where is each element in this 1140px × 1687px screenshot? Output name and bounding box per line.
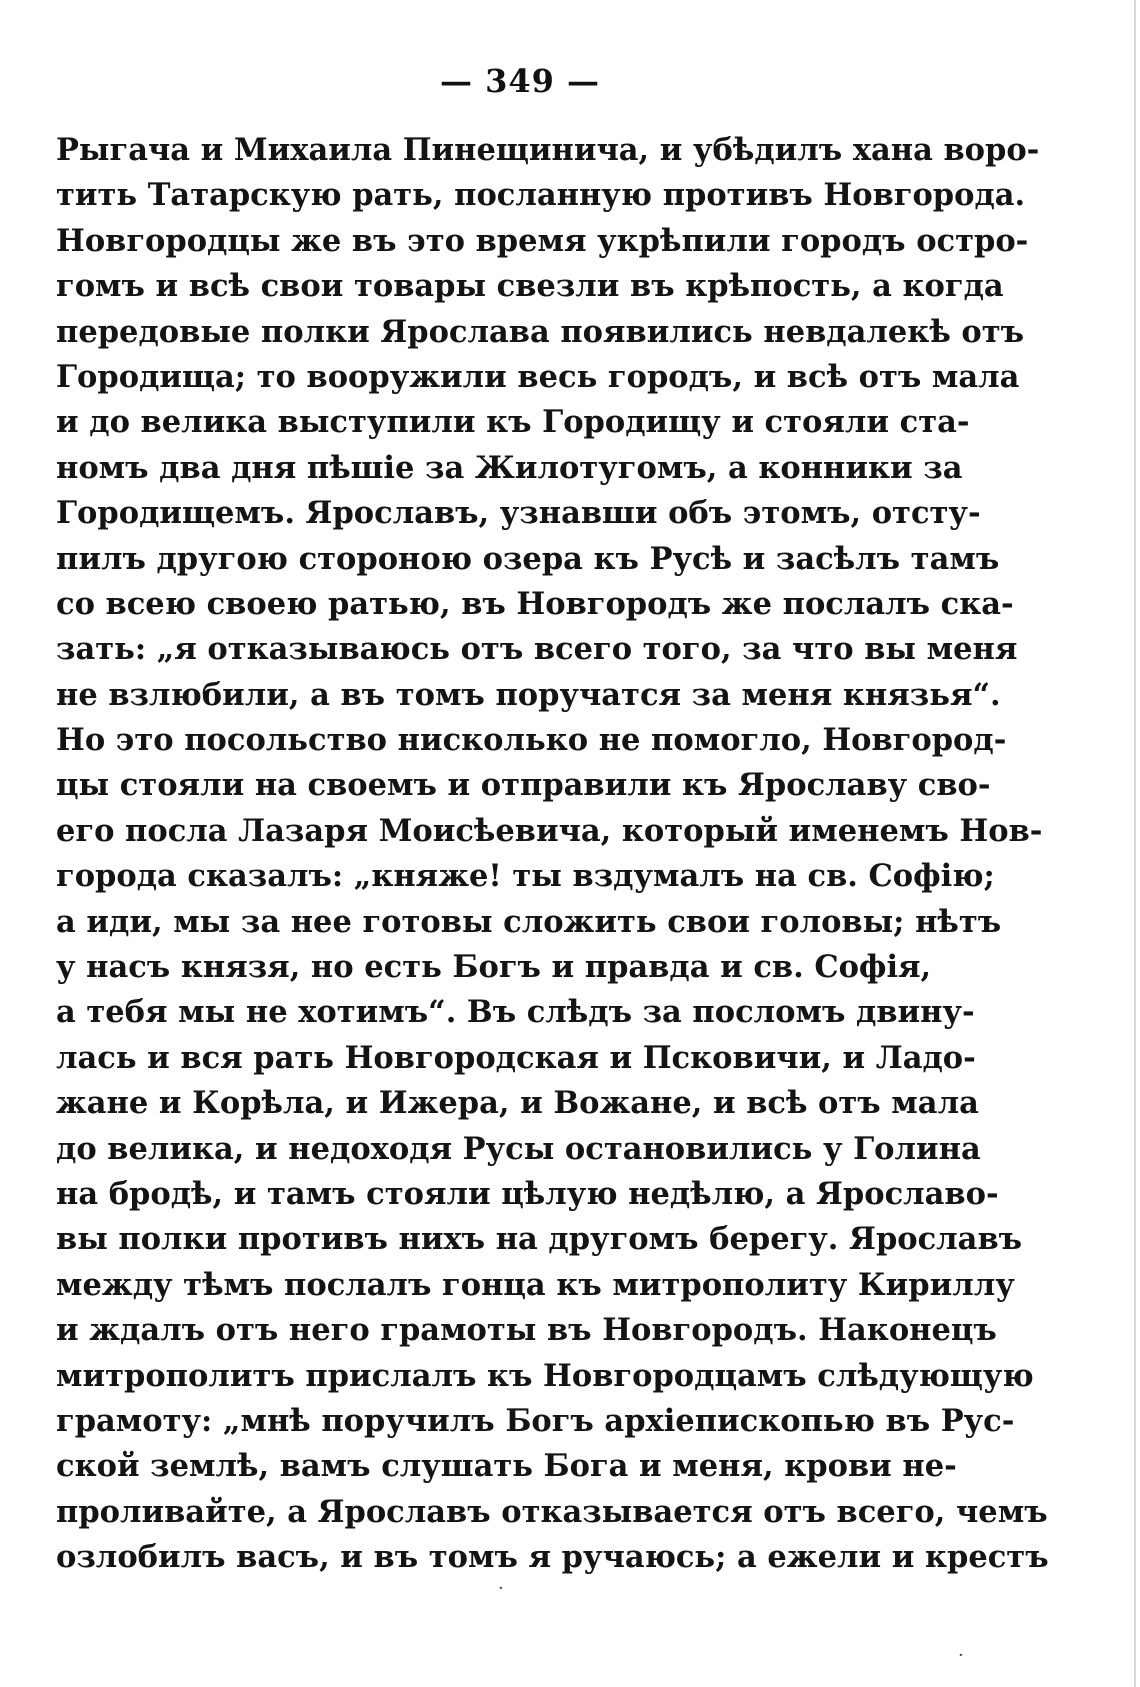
text-line: тить Татарскую рать, посланную противъ Новгорода. <box>56 177 1026 214</box>
text-line: Новгородцы же въ это время укрѣпили городъ остро- <box>56 222 1029 259</box>
page-number: — 349 — <box>439 62 601 100</box>
text-line: Рыгача и Михаила Пинещинича, и убѣдилъ хана воро- <box>56 132 1040 168</box>
text-line: озлобилъ васъ, и въ томъ я ручаюсь; а ежели и крестъ <box>56 1539 1049 1576</box>
text-line: и ждалъ отъ него грамоты въ Новгородъ. Наконецъ <box>56 1312 997 1349</box>
text-line: жане и Корѣла, и Ижера, и Вожане, и всѣ отъ мала <box>56 1085 979 1122</box>
text-line: у насъ князя, но есть Богъ и правда и св. Софія, <box>56 949 932 986</box>
text-line: передовые полки Ярослава появились невдалекѣ отъ <box>56 313 1025 350</box>
text-line: Городищемъ. Ярославъ, узнавши объ этомъ, отсту- <box>56 495 981 532</box>
text-line: зать: „я отказываюсь отъ всего того, за что вы меня <box>56 631 1018 668</box>
text-line: пилъ другою стороною озера къ Русѣ и засѣлъ тамъ <box>56 540 1000 577</box>
text-line: города сказалъ: „княже! ты вздумалъ на св. Софію; <box>56 858 995 895</box>
text-line: номъ два дня пѣшіе за Жилотугомъ, а конники за <box>56 449 963 486</box>
text-line: цы стояли на своемъ и отправили къ Ярославу сво- <box>56 767 991 804</box>
text-line: гомъ и всѣ свои товары свезли въ крѣпость, а когда <box>56 268 1004 305</box>
text-line: лась и вся рать Новгородская и Псковичи, и Ладо- <box>56 1039 976 1076</box>
text-line: и до велика выступили къ Городищу и стояли ста- <box>56 404 970 441</box>
text-line: митрополитъ прислалъ къ Новгородцамъ слѣдующую <box>56 1357 1034 1394</box>
text-line: ской землѣ, вамъ слушать Бога и меня, крови не- <box>56 1448 957 1485</box>
text-line: вы полки противъ нихъ на другомъ берегу. Ярославъ <box>56 1221 1023 1258</box>
text-line: между тѣмъ послалъ гонца къ митрополиту Кириллу <box>56 1266 1015 1303</box>
text-line: Городища; то вооружили весь городъ, и всѣ отъ мала <box>56 358 1020 395</box>
page-text <box>56 128 1049 1581</box>
text-line: его посла Лазаря Моисѣевича, который именемъ Нов- <box>56 812 1043 849</box>
text-line: со всею своею ратью, въ Новгородъ же послалъ ска- <box>56 585 1014 622</box>
print-speck: · <box>498 1578 504 1599</box>
text-line: на бродѣ, и тамъ стояли цѣлую недѣлю, а Ярославо- <box>56 1175 999 1212</box>
page-edge-line <box>1134 0 1136 1687</box>
text-line: а иди, мы за нее готовы сложить свои головы; нѣтъ <box>56 903 1002 940</box>
text-line: не взлюбили, а въ томъ поручатся за меня князья“. <box>56 676 1001 713</box>
print-speck: · <box>958 1645 964 1666</box>
text-line: до велика, и недоходя Русы остановились у Голина <box>56 1130 981 1167</box>
text-line: проливайте, а Ярославъ отказывается отъ всего, чемъ <box>56 1493 1048 1530</box>
text-line: грамоту: „мнѣ поручилъ Богъ архіепископью въ Рус- <box>56 1402 1015 1439</box>
text-line: Но это посольство нисколько не помогло, Новгород- <box>56 722 1007 759</box>
text-line: а тебя мы не хотимъ“. Въ слѣдъ за посломъ двину- <box>56 994 975 1031</box>
